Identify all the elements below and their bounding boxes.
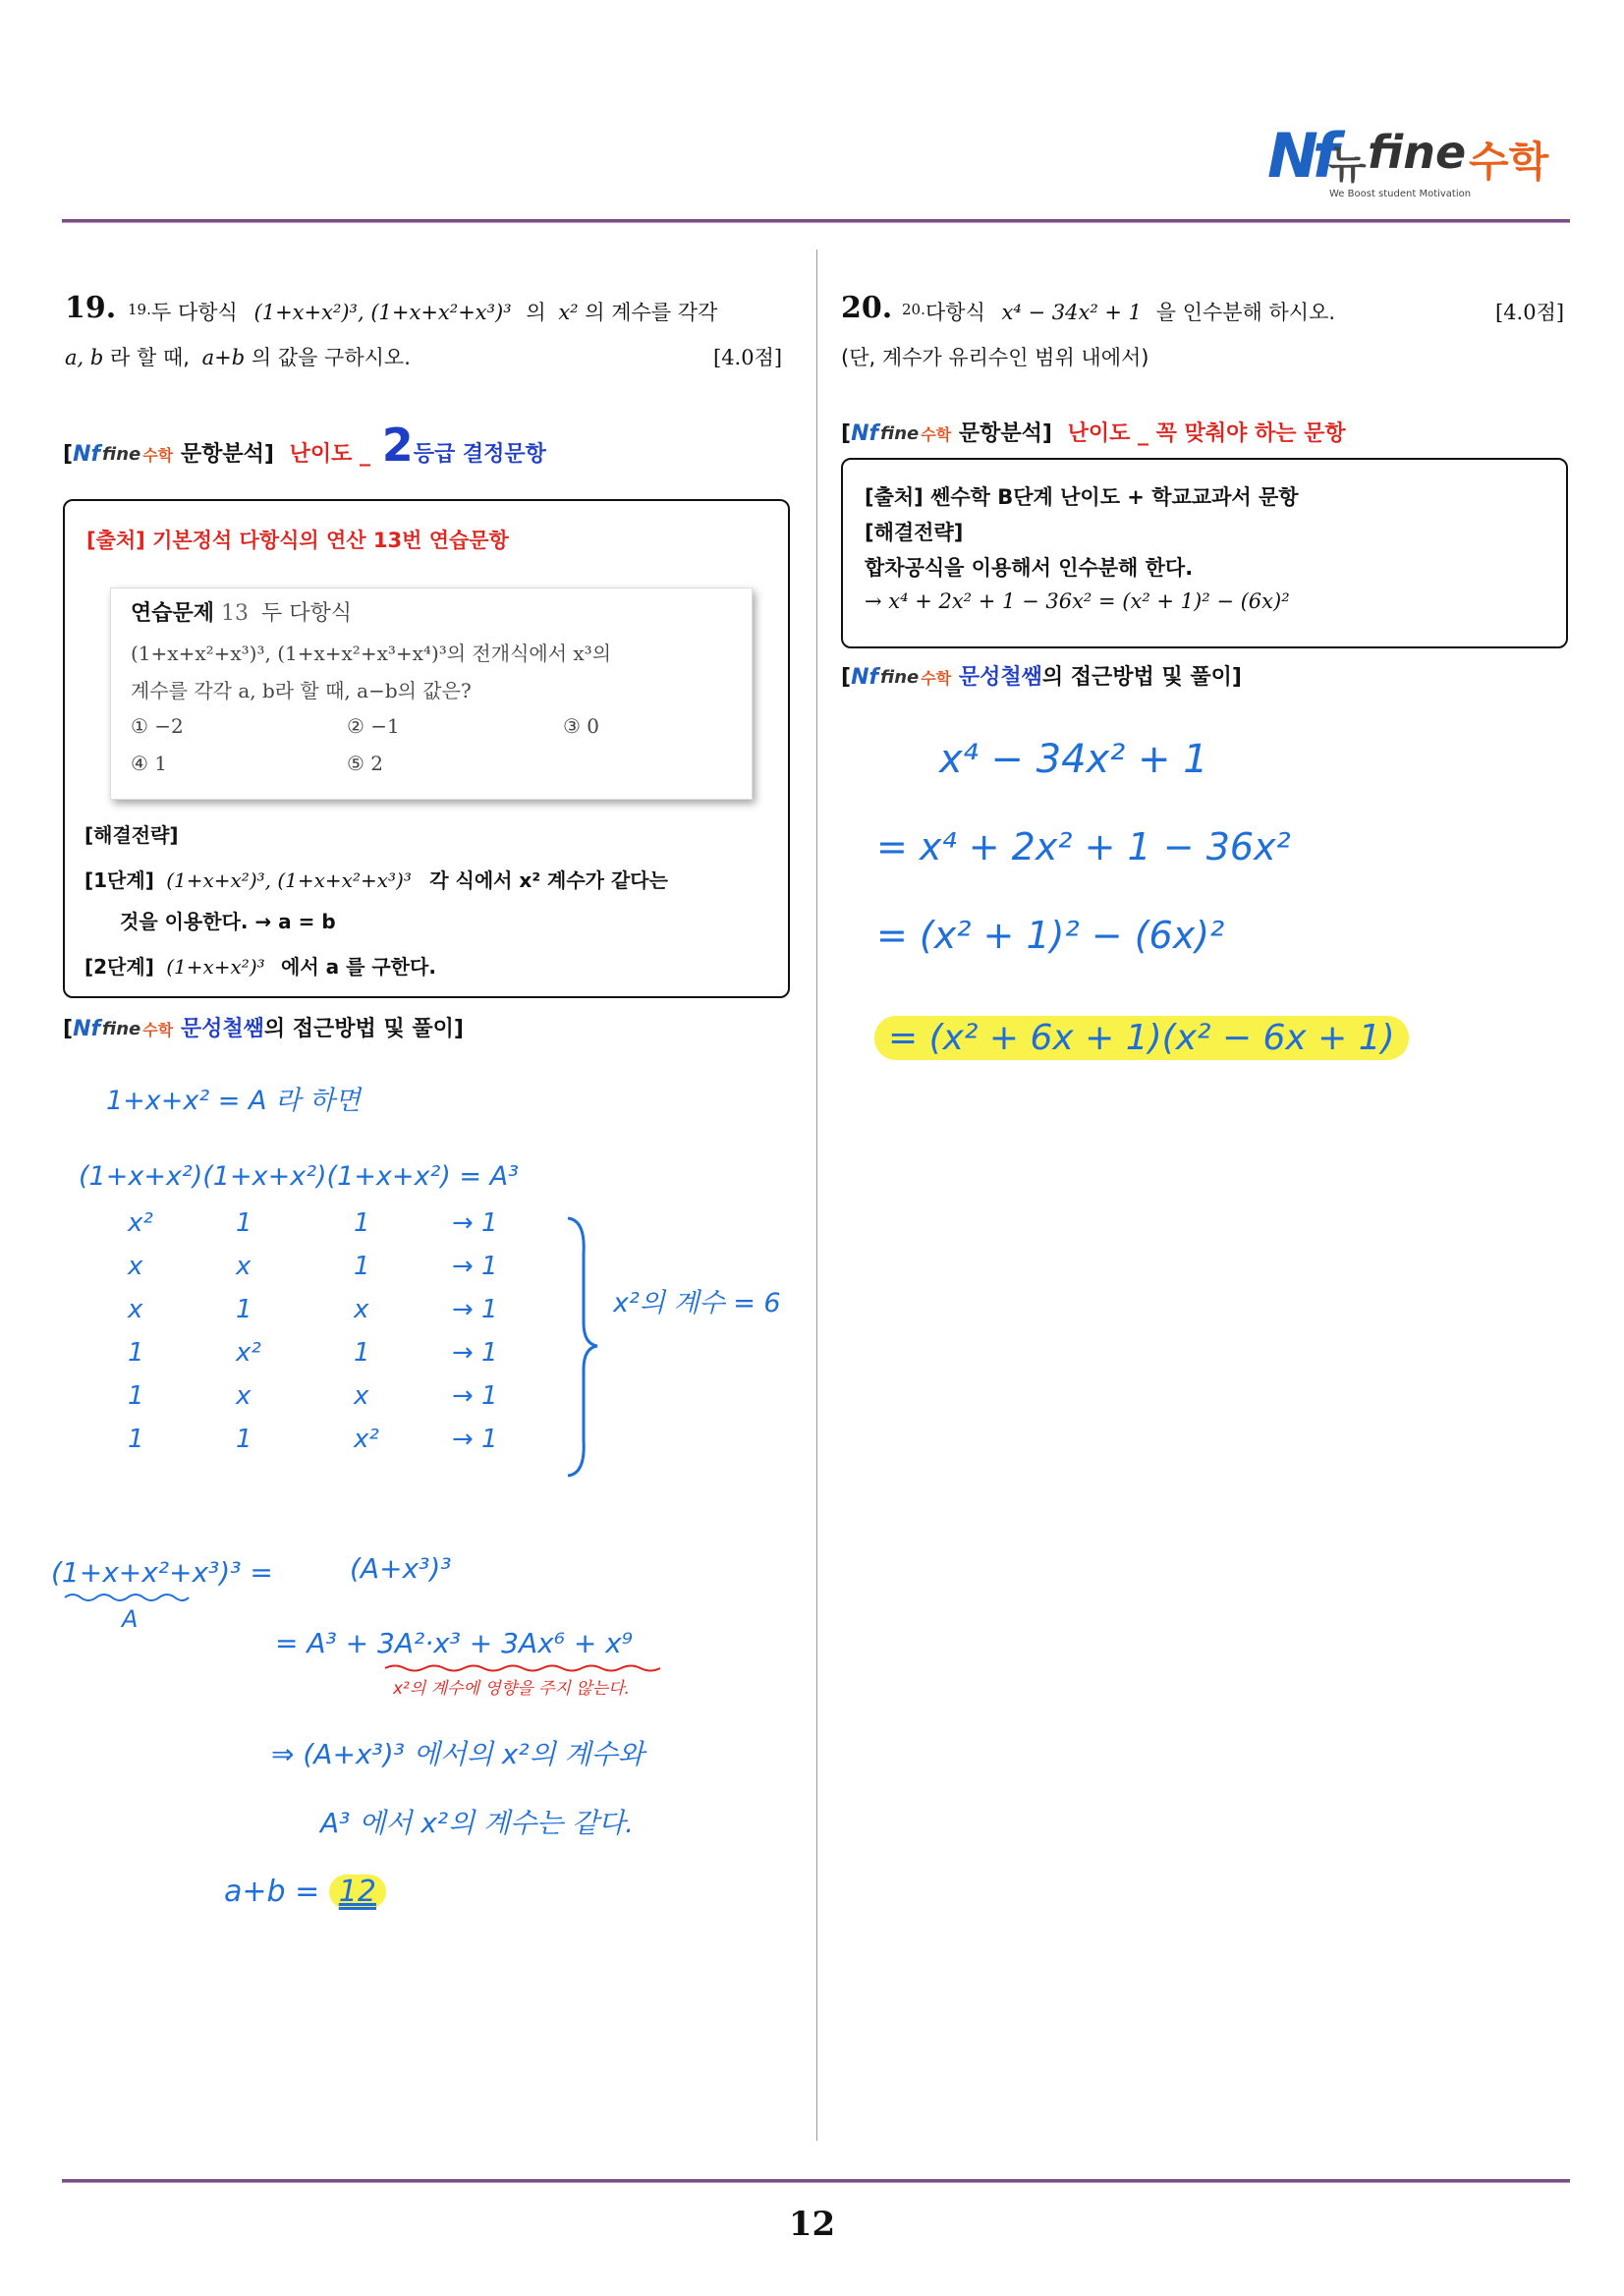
approach-text: 의 접근방법 및 풀이] bbox=[263, 1017, 464, 1041]
hw-table-cell: 1 bbox=[128, 1425, 144, 1454]
question-sub-number: 19. bbox=[128, 301, 151, 318]
hw-answer bbox=[224, 1875, 386, 1909]
q-x2: x² bbox=[558, 301, 579, 324]
question-sub-number: 20. bbox=[902, 301, 925, 318]
mini-logo: Nf fine 수학 bbox=[73, 1017, 174, 1041]
hw-table-cell: → 1 bbox=[452, 1252, 498, 1281]
choice-5: ⑤ 2 bbox=[347, 752, 384, 775]
hw-table-row bbox=[128, 1425, 540, 1464]
q-text: 라 할 때, bbox=[110, 346, 190, 369]
points: [4.0점] bbox=[1495, 301, 1565, 324]
hw-table-cell: x bbox=[354, 1381, 369, 1411]
logo-su: 수학 bbox=[1469, 138, 1549, 186]
q-text: 의 계수를 각각 bbox=[585, 301, 718, 324]
hw-table-cell: → 1 bbox=[452, 1338, 498, 1368]
choice-1: ① −2 bbox=[131, 714, 184, 738]
column-divider bbox=[816, 250, 817, 2141]
strategy-title: [해결전략] bbox=[84, 823, 179, 847]
q-a-plus-b: a+b bbox=[201, 346, 246, 369]
hw-table-row bbox=[128, 1338, 540, 1377]
hw-table-cell: x² bbox=[128, 1208, 153, 1238]
curly-brace bbox=[564, 1214, 603, 1480]
analysis-label: [ Nf fine 수학 문항분석] 난이도 _ 꼭 맞춰야 하는 문항 bbox=[841, 421, 1346, 446]
grade-text: 등급 결정문항 bbox=[413, 442, 546, 467]
hw-line-1: x⁴ − 34x² + 1 bbox=[939, 737, 1208, 782]
hw-underbrace-label: A bbox=[122, 1605, 139, 1633]
step-1-label: [1단계] bbox=[84, 868, 154, 892]
question-number: 19. bbox=[65, 291, 117, 325]
hw-table-cell: 1 bbox=[354, 1338, 370, 1368]
hw-table-row bbox=[128, 1252, 540, 1291]
q-expr-2: (1+x+x²+x³)³ bbox=[370, 301, 512, 324]
step-2-label: [2단계] bbox=[84, 955, 154, 979]
page-number: 12 bbox=[788, 2205, 836, 2244]
approach-label: [ Nf fine 수학 문성철쌤의 접근방법 및 풀이] bbox=[841, 665, 1242, 690]
hw-line-2: (1+x+x²)(1+x+x²)(1+x+x²) = A³ bbox=[79, 1161, 519, 1192]
q-text: 의 값을 구하시오. bbox=[251, 346, 411, 369]
hw-line-4: = A³ + 3A²·x³ + 3Ax⁶ + x⁹ bbox=[275, 1627, 633, 1659]
hw-line-3: = (x² + 1)² − (6x)² bbox=[876, 914, 1225, 957]
hw-answer-value: 12 bbox=[329, 1875, 386, 1909]
practice-number: 13 bbox=[221, 601, 250, 626]
practice-title-label: 연습문제 bbox=[131, 601, 215, 626]
strategy-box bbox=[841, 458, 1568, 648]
hw-brace-note: x²의 계수 = 6 bbox=[613, 1288, 781, 1318]
hw-table-cell: 1 bbox=[236, 1295, 252, 1324]
q-expr-1: (1+x+x²)³, bbox=[253, 301, 364, 324]
approach-text: 의 접근방법 및 풀이] bbox=[1041, 665, 1242, 690]
hw-table-cell: x bbox=[236, 1381, 252, 1411]
q-text: 두 다항식 bbox=[151, 301, 238, 324]
hw-line-1: 1+x+x² = A 라 하면 bbox=[106, 1086, 361, 1116]
logo-tagline: We Boost student Motivation bbox=[1329, 189, 1472, 199]
hw-table-cell: 1 bbox=[354, 1208, 370, 1238]
logo-kr: 뉴 bbox=[1328, 142, 1367, 188]
practice-title-rest: 두 다항식 bbox=[261, 601, 353, 626]
hw-table-cell: 1 bbox=[128, 1381, 144, 1411]
step-1 bbox=[84, 865, 668, 893]
hw-table-row bbox=[128, 1381, 540, 1421]
analysis-text: 문항분석] bbox=[958, 421, 1052, 446]
q-ab: a, b bbox=[65, 346, 104, 369]
difficulty-label: 난이도 _ bbox=[289, 442, 371, 467]
logo-fine: fine bbox=[1368, 126, 1467, 179]
hw-line-3a: (1+x+x²+x³)³ = bbox=[51, 1556, 273, 1589]
question-line-1 bbox=[151, 297, 717, 326]
hw-table-cell: x bbox=[236, 1252, 252, 1281]
hw-table-cell: x² bbox=[354, 1425, 379, 1454]
step-2-text: 에서 a 를 구한다. bbox=[281, 955, 436, 979]
question-line-2: (단, 계수가 유리수인 범위 내에서) bbox=[841, 346, 1149, 369]
q-text: 의 bbox=[526, 301, 546, 324]
hw-line-6: A³ 에서 x²의 계수는 같다. bbox=[320, 1807, 635, 1839]
step-1-cont: 것을 이용한다. → a = b bbox=[120, 910, 336, 933]
hw-table-row bbox=[128, 1208, 540, 1248]
hw-table-cell: 1 bbox=[236, 1208, 252, 1238]
difficulty-label: 난이도 _ 꼭 맞춰야 하는 문항 bbox=[1067, 421, 1346, 446]
hw-table-cell: → 1 bbox=[452, 1208, 498, 1238]
grade-number: 2 bbox=[381, 419, 414, 472]
hw-line-2: = x⁴ + 2x² + 1 − 36x² bbox=[876, 825, 1291, 868]
hw-line-3b: (A+x³)³ bbox=[350, 1552, 452, 1585]
step-2-expr: (1+x+x²)³ bbox=[166, 955, 265, 979]
teacher-name: 문성철쌤 bbox=[180, 1017, 264, 1041]
step-1-text: 각 식에서 x² 계수가 같다는 bbox=[429, 868, 668, 892]
choice-2: ② −1 bbox=[347, 714, 400, 738]
box-formula: → x⁴ + 2x² + 1 − 36x² = (x² + 1)² − (6x)² bbox=[865, 589, 1290, 613]
step-1-expr: (1+x+x²)³, (1+x+x²+x³)³ bbox=[166, 868, 412, 892]
hw-table-cell: 1 bbox=[236, 1425, 252, 1454]
mini-logo: Nf fine 수학 bbox=[73, 442, 174, 467]
mini-logo: Nf fine 수학 bbox=[851, 421, 952, 446]
choice-3: ③ 0 bbox=[563, 714, 600, 738]
hw-table-cell: 1 bbox=[128, 1338, 144, 1368]
hw-table-cell: x² bbox=[236, 1338, 261, 1368]
step-2 bbox=[84, 951, 436, 980]
red-wavy-underline bbox=[383, 1662, 678, 1674]
analysis-text: 문항분석] bbox=[180, 442, 274, 467]
hw-table-cell: x bbox=[128, 1295, 143, 1324]
question-line-1 bbox=[925, 297, 1335, 326]
hw-line-5: ⇒ (A+x³)³ 에서의 x²의 계수와 bbox=[271, 1738, 644, 1770]
hw-answer-label: a+b = bbox=[224, 1875, 320, 1909]
approach-label: [ Nf fine 수학 문성철쌤의 접근방법 및 풀이] bbox=[63, 1017, 464, 1041]
hw-red-note: x²의 계수에 영향을 주지 않는다. bbox=[393, 1679, 630, 1699]
hw-table-cell: x bbox=[354, 1295, 369, 1324]
box-strategy-text: 합차공식을 이용해서 인수분해 한다. bbox=[865, 556, 1194, 580]
practice-line-2: 계수를 각각 a, b라 할 때, a−b의 값은? bbox=[131, 679, 472, 702]
hw-table-cell: → 1 bbox=[452, 1425, 498, 1454]
question-number: 20. bbox=[841, 291, 893, 325]
mini-logo: Nf fine 수학 bbox=[851, 665, 952, 690]
choice-4: ④ 1 bbox=[131, 752, 168, 775]
box-strategy-title: [해결전략] bbox=[865, 521, 964, 544]
logo-nf: Nf bbox=[1267, 120, 1333, 192]
source-box bbox=[63, 499, 790, 998]
source-text: [출처] 기본정석 다항식의 연산 13번 연습문항 bbox=[86, 529, 509, 552]
hw-table-cell: 1 bbox=[354, 1252, 370, 1281]
practice-title bbox=[131, 596, 352, 627]
points: [4.0점] bbox=[713, 346, 783, 369]
hw-table-cell: x bbox=[128, 1252, 143, 1281]
question-line-2 bbox=[65, 342, 411, 371]
wavy-underline bbox=[63, 1590, 191, 1603]
hw-table-cell: → 1 bbox=[452, 1295, 498, 1324]
hw-line-4-answer: = (x² + 6x + 1)(x² − 6x + 1) bbox=[874, 1016, 1409, 1060]
header-logo bbox=[1267, 116, 1562, 204]
hw-table-cell: → 1 bbox=[452, 1381, 498, 1411]
header-rule bbox=[62, 219, 1570, 223]
q-expr: x⁴ − 34x² + 1 bbox=[1001, 301, 1143, 324]
box-source: [출처] 쎈수학 B단계 난이도 + 학교교과서 문항 bbox=[865, 485, 1299, 509]
practice-line-1: (1+x+x²+x³)³, (1+x+x²+x³+x⁴)³의 전개식에서 x³의 bbox=[131, 642, 612, 665]
practice-problem-card bbox=[110, 588, 753, 800]
q-text: 다항식 bbox=[925, 301, 985, 324]
teacher-name: 문성철쌤 bbox=[958, 665, 1042, 690]
hw-table-row bbox=[128, 1295, 540, 1334]
analysis-label: [ Nf fine 수학 문항분석] 난이도 _ 2등급 결정문항 bbox=[63, 419, 546, 472]
footer-rule bbox=[62, 2179, 1570, 2183]
q-text: 을 인수분해 하시오. bbox=[1155, 301, 1336, 324]
